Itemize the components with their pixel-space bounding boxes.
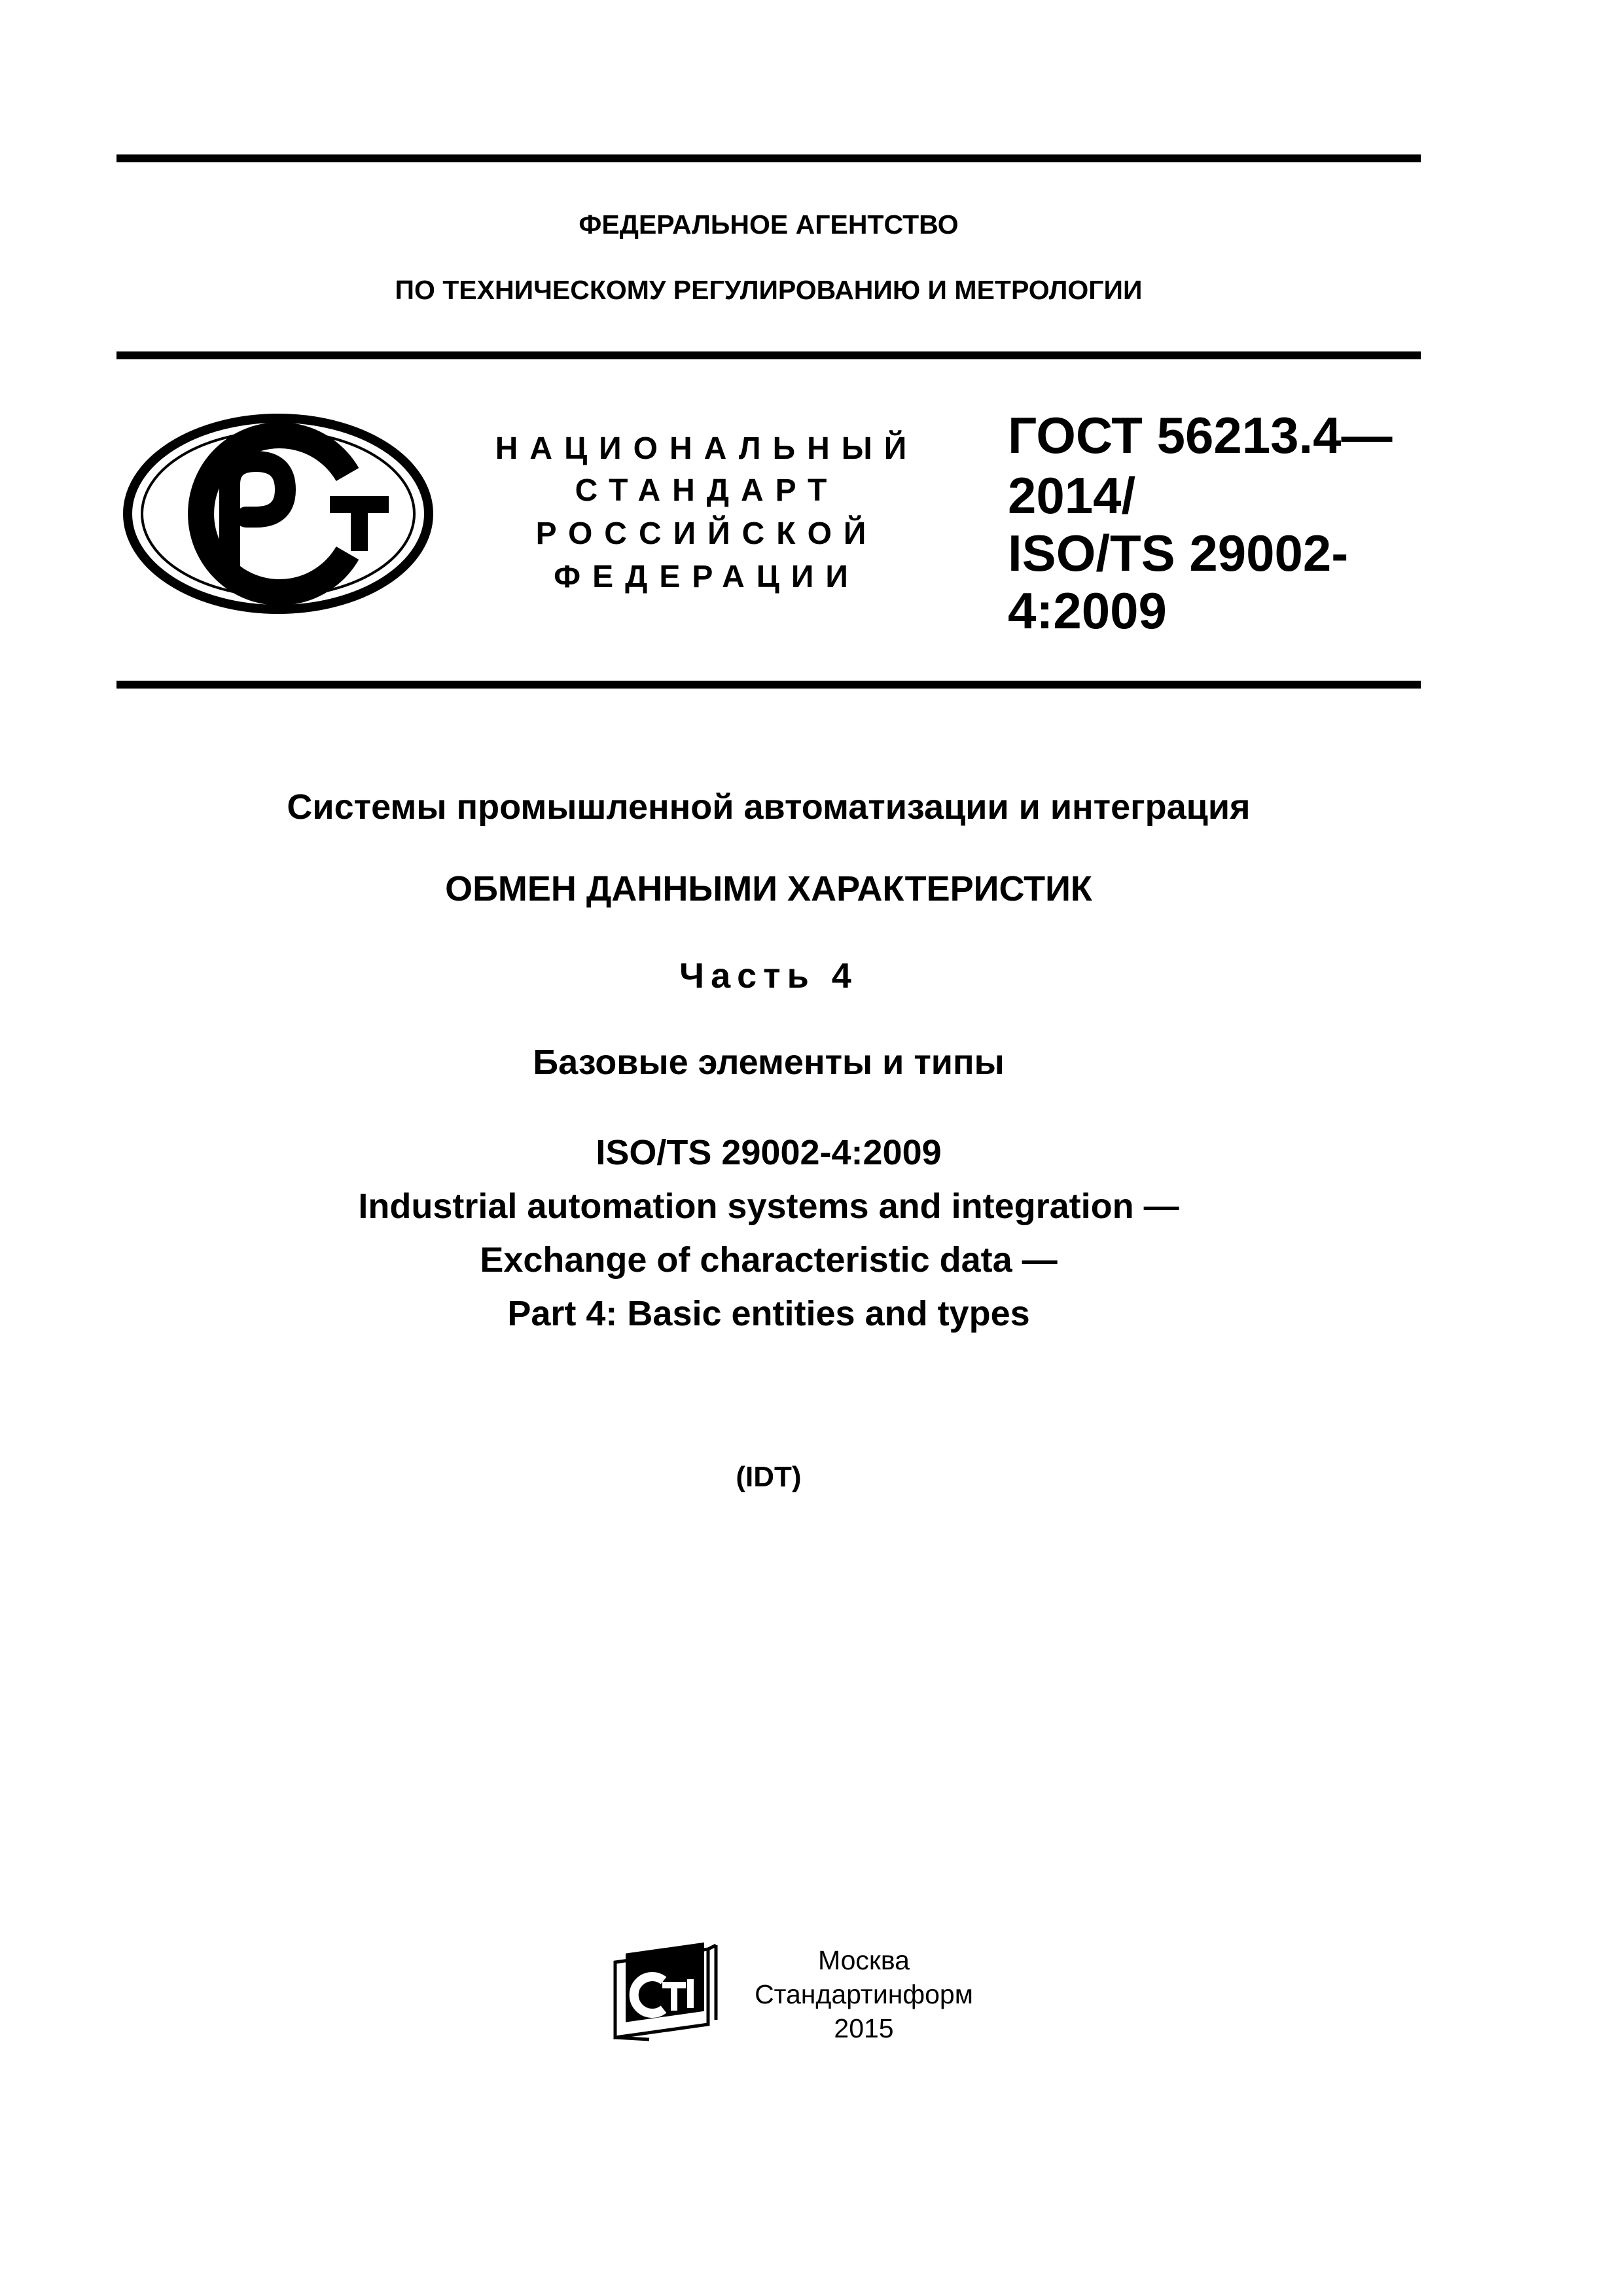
title-part: Часть 4 bbox=[679, 956, 858, 996]
title-en-line-3: Exchange of characteristic data — bbox=[480, 1240, 1058, 1280]
title-en-line-2: Industrial automation systems and integration — bbox=[358, 1187, 1179, 1226]
top-rule bbox=[116, 154, 1421, 162]
header-top-rule bbox=[116, 351, 1421, 359]
header-bottom-rule bbox=[116, 681, 1421, 689]
national-standard-line-1: НАЦИОНАЛЬНЫЙ bbox=[495, 431, 919, 466]
national-standard-line-2: СТАНДАРТ bbox=[575, 473, 839, 508]
designation-line-2: 2014/ bbox=[1008, 467, 1136, 524]
title-part-name: Базовые элементы и типы bbox=[533, 1043, 1005, 1082]
designation-line-1: ГОСТ 56213.4— bbox=[1008, 406, 1393, 464]
publisher-year: 2015 bbox=[834, 2013, 894, 2043]
title-series: Системы промышленной автоматизации и интеграция bbox=[287, 787, 1251, 827]
agency-name-line-2: ПО ТЕХНИЧЕСКОМУ РЕГУЛИРОВАНИЮ И МЕТРОЛОГИИ bbox=[395, 275, 1143, 305]
national-standard-line-3: РОССИЙСКОЙ bbox=[535, 516, 878, 551]
designation-line-3: ISO/TS 29002- bbox=[1008, 524, 1349, 582]
publisher-name: Стандартинформ bbox=[755, 1979, 973, 2009]
national-standard-line-4: ФЕДЕРАЦИИ bbox=[554, 560, 860, 594]
publisher-city: Москва bbox=[818, 1945, 910, 1975]
designation-line-4: 4:2009 bbox=[1008, 582, 1167, 639]
equivalence-mark: (IDT) bbox=[736, 1461, 802, 1493]
title-en-line-4: Part 4: Basic entities and types bbox=[507, 1294, 1030, 1333]
title-subject: ОБМЕН ДАННЫМИ ХАРАКТЕРИСТИК bbox=[445, 869, 1092, 908]
standartinform-logo-icon bbox=[610, 1936, 721, 2042]
title-en-line-1: ISO/TS 29002-4:2009 bbox=[596, 1133, 942, 1172]
gost-r-emblem-icon bbox=[122, 412, 435, 615]
agency-name-line-1: ФЕДЕРАЛЬНОЕ АГЕНТСТВО bbox=[579, 209, 959, 240]
